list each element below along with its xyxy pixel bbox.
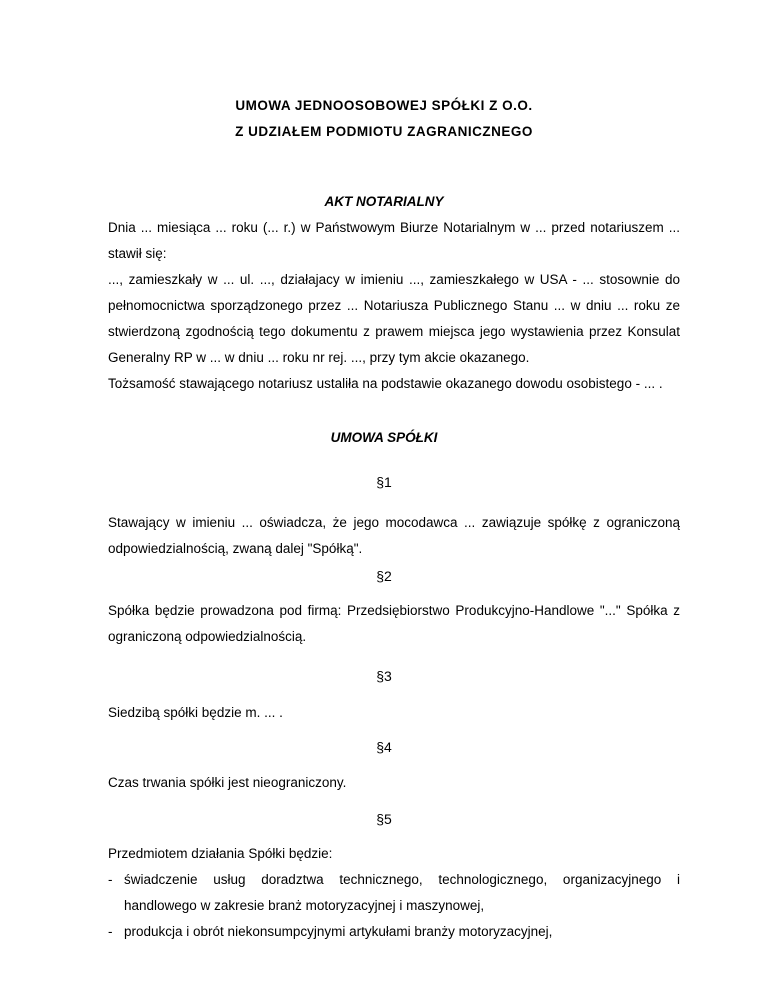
akt-paragraph-2: ..., zamieszkały w ... ul. ..., działajacy w imieniu ..., zamieszkałego w USA - ... stosownie do pełnomocnictwa sporządzonego przez ... Notariusza Publicznego Stanu ... w dniu ... roku ze stwierdzoną zgodnością tego dokumentu z prawem miejsca jego wystawienia przez Konsulat Generalny RP w ... w dniu ... roku nr rej. ..., przy tym akcie okazanego. — [108, 272, 680, 365]
section-1-text: Stawający w imieniu ... oświadcza, że jego mocodawca ... zawiązuje spółkę z ograniczoną odpowiedzialnością, zwaną dalej "Spółką". — [108, 515, 680, 556]
section-mark-2: §2 — [376, 568, 392, 584]
document-title-line-1: UMOWA JEDNOOSOBOWEJ SPÓŁKI Z O.O. — [235, 98, 533, 113]
heading-akt-notarialny: AKT NOTARIALNY — [324, 194, 444, 209]
akt-notarialny-body — [108, 215, 680, 397]
section-4-text: Czas trwania spółki jest nieograniczony. — [108, 775, 347, 790]
list-item — [108, 867, 680, 919]
business-activity-list — [108, 867, 680, 945]
list-item-text: świadczenie usług doradztwa technicznego, technologicznego, organizacyjnego i handlowego w zakresie branż motoryzacyjnej i maszynowej, — [124, 872, 680, 913]
section-2-text: Spółka będzie prowadzona pod firmą: Przedsiębiorstwo Produkcyjno-Handlowe "..." Spółka z ograniczoną odpowiedzialnością. — [108, 603, 680, 644]
list-dash: - — [108, 872, 113, 887]
document-title-line-2: Z UDZIAŁEM PODMIOTU ZAGRANICZNEGO — [235, 124, 533, 139]
section-mark-4: §4 — [376, 739, 392, 755]
section-3-text: Siedzibą spółki będzie m. ... . — [108, 705, 283, 720]
list-item — [108, 919, 680, 945]
section-mark-3: §3 — [376, 668, 392, 684]
heading-umowa-spolki: UMOWA SPÓŁKI — [330, 430, 438, 445]
section-mark-1: §1 — [376, 474, 392, 490]
list-item-text: produkcja i obrót niekonsumpcyjnymi artykułami branży motoryzacyjnej, — [124, 924, 553, 939]
section-5-text: Przedmiotem działania Spółki będzie: — [108, 846, 333, 861]
akt-paragraph-3: Tożsamość stawającego notariusz ustaliła na podstawie okazanego dowodu osobistego - ... . — [108, 376, 663, 391]
akt-paragraph-1: Dnia ... miesiąca ... roku (... r.) w Państwowym Biurze Notarialnym w ... przed notariuszem ... stawił się: — [108, 220, 680, 261]
section-mark-5: §5 — [376, 811, 392, 827]
list-dash: - — [108, 924, 113, 939]
